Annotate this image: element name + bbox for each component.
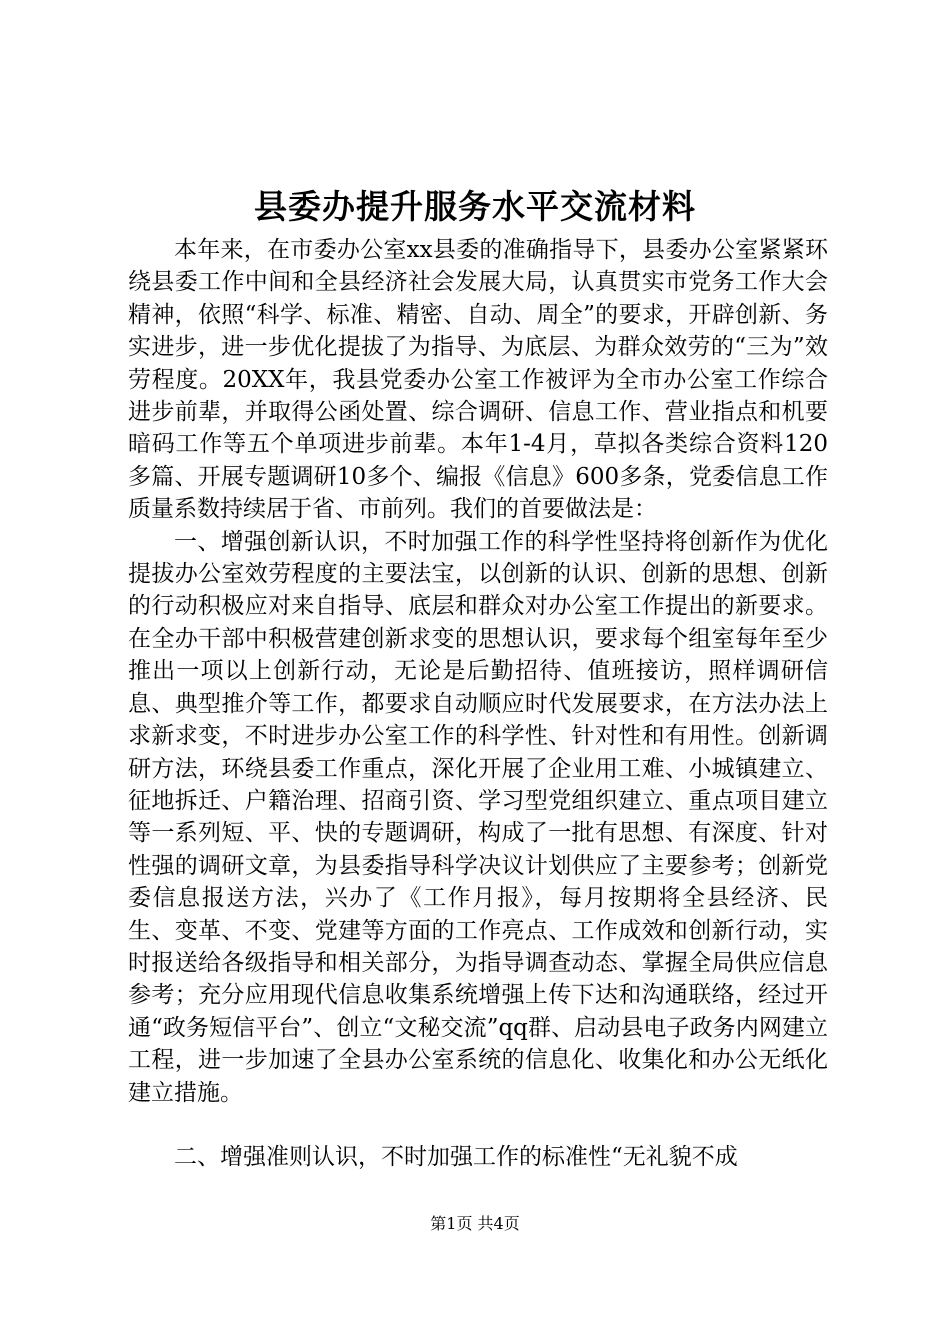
- paragraph-section-1: 一、增强创新认识，不时加强工作的科学性坚持将创新作为优化提拔办公室效劳程度的主要法宝，以创新的认识、创新的思想、创新的行动积极应对来自指导、底层和群众对办公室工作提出的新要求。在全办干部中积极营建创新求变的思想认识，要求每个组室每年至少推出一项以上创新行动，无论是后勤招待、值班接访，照样调研信息、典型推介等工作，都要求自动顺应时代发展要求，在方法办法上求新求变，不时进步办公室工作的科学性、针对性和有用性。创新调研方法，环绕县委工作重点，深化开展了企业用工难、小城镇建立、征地拆迁、户籍治理、招商引资、学习型党组织建立、重点项目建立等一系列短、平、快的专题调研，构成了一批有思想、有深度、针对性强的调研文章，为县委指导科学决议计划供应了主要参考；创新党委信息报送方法，兴办了《工作月报》，每月按期将全县经济、民生、变革、不变、党建等方面的工作亮点、工作成效和创新行动，实时报送给各级指导和相关部分，为指导调查动态、掌握全局供应信息参考；充分应用现代信息收集系统增强上传下达和沟通联络，经过开通“政务短信平台”、创立“文秘交流”qq群、启动县电子政务内网建立工程，进一步加速了全县办公室系统的信息化、收集化和办公无纸化建立措施。: [128, 528, 828, 1106]
- document-body: [128, 234, 828, 1173]
- paragraph-intro: 本年来，在市委办公室xx县委的准确指导下，县委办公室紧紧环绕县委工作中间和全县经济社会发展大局，认真贯实市党务工作大会精神，依照“科学、标准、精密、自动、周全”的要求，开辟创新、务实进步，进一步优化提拔了为指导、为底层、为群众效劳的“三为”效劳程度。20XX年，我县党委办公室工作被评为全市办公室工作综合进步前辈，并取得公函处置、综合调研、信息工作、营业指点和机要暗码工作等五个单项进步前辈。本年1-4月，草拟各类综合资料120多篇、开展专题调研10多个、编报《信息》600多条，党委信息工作质量系数持续居于省、市前列。我们的首要做法是：: [128, 237, 828, 523]
- document-title: 县委办提升服务水平交流材料: [254, 187, 696, 226]
- paragraph-section-2: 二、增强准则认识，不时加强工作的标准性“无礼貌不成: [174, 1143, 738, 1170]
- page-number: 第1页 共4页: [430, 1214, 520, 1233]
